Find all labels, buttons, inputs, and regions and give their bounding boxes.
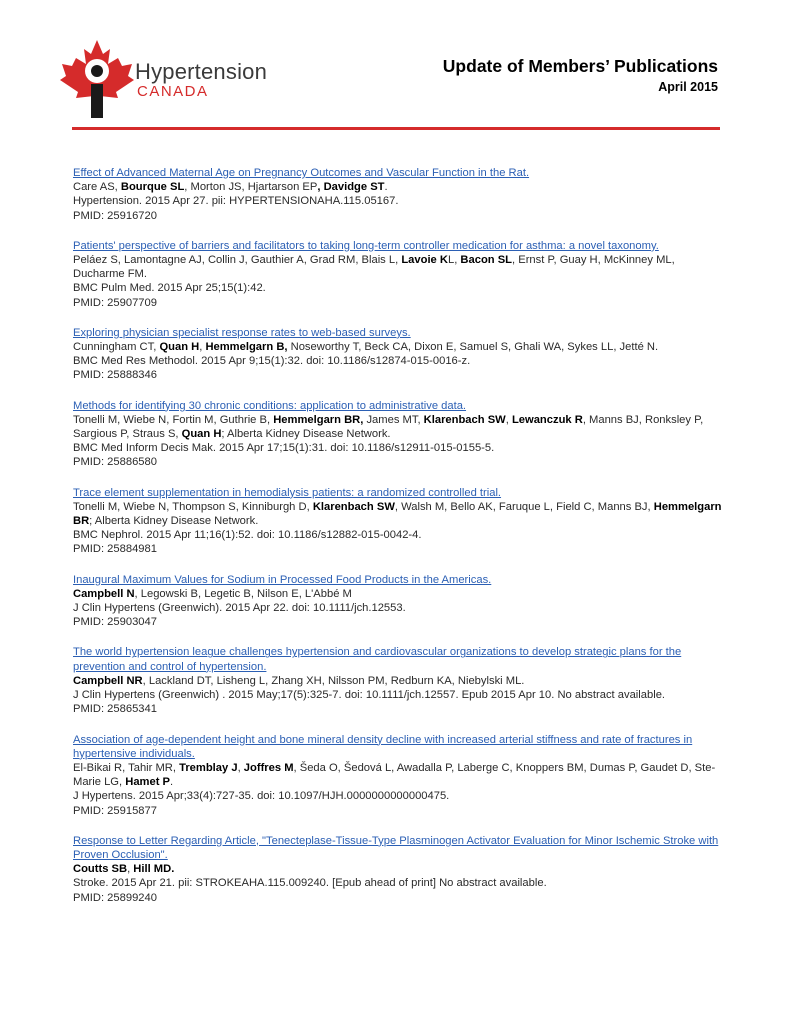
publication-title-link[interactable]: The world hypertension league challenges hypertension and cardiovascular organizations to develop strategic plans for the prevention and control of hypertension. bbox=[73, 646, 682, 673]
author-text: , bbox=[199, 341, 206, 354]
author-text: , Šeda O, Šedová L, Awadalla P, Laberge C, Knoppers BM, Dumas P, Gaudet D, Ste-Marie LG, bbox=[73, 761, 716, 789]
publication-item bbox=[73, 239, 723, 310]
publication-citation: J Clin Hypertens (Greenwich) . 2015 May;17(5):325-7. doi: 10.1111/jch.12557. Epub 2015 Apr 10. No abstract available. bbox=[73, 689, 666, 702]
member-author: Tremblay J bbox=[179, 761, 238, 774]
member-author: Campbell NR bbox=[73, 674, 143, 687]
member-author: , Davidge ST bbox=[317, 181, 385, 194]
author-text: Tonelli M, Wiebe N, Fortin M, Guthrie B, bbox=[73, 413, 274, 426]
publication-authors bbox=[73, 587, 723, 601]
publication-pmid: PMID: 25907709 bbox=[73, 296, 157, 309]
header-divider bbox=[72, 127, 720, 130]
member-author: Hemmelgarn BR, bbox=[273, 413, 364, 426]
author-text: Tonelli M, Wiebe N, Thompson S, Kinniburgh D, bbox=[73, 500, 313, 513]
member-author: Hill MD. bbox=[133, 863, 175, 876]
issue-date: April 2015 bbox=[658, 80, 718, 94]
author-text: , bbox=[237, 761, 244, 774]
member-author: Hemmelgarn B, bbox=[205, 341, 288, 354]
publication-pmid: PMID: 25865341 bbox=[73, 703, 157, 716]
author-text: , Legowski B, Legetic B, Nilson E, L'Abbé M bbox=[134, 587, 352, 600]
publication-citation: BMC Med Res Methodol. 2015 Apr 9;15(1):32. doi: 10.1186/s12874-015-0016-z. bbox=[73, 355, 471, 368]
publication-title-link[interactable]: Association of age-dependent height and bone mineral density decline with increased arterial stiffness and rate of fractures in hypertensive individuals. bbox=[73, 733, 693, 760]
publication-authors bbox=[73, 340, 723, 354]
publication-item bbox=[73, 399, 723, 470]
author-text: . bbox=[384, 181, 388, 194]
author-text: , Manns BJ, Ronksley P, Sargious P, Straus S, bbox=[73, 413, 704, 441]
member-author: Hamet P bbox=[125, 776, 171, 789]
publication-authors bbox=[73, 253, 723, 281]
publication-authors bbox=[73, 180, 723, 194]
member-author: Hemmelgarn BR bbox=[73, 500, 722, 528]
publication-item bbox=[73, 326, 723, 383]
author-text: , bbox=[127, 863, 134, 876]
author-text: ; Alberta Kidney Disease Network. bbox=[89, 515, 259, 528]
maple-leaf-icon bbox=[58, 38, 136, 120]
member-author: Klarenbach SW bbox=[312, 500, 395, 513]
publication-list bbox=[73, 166, 723, 921]
author-text: , Walsh M, Bello AK, Faruque L, Field C, Manns BJ, bbox=[394, 500, 654, 513]
page-title: Update of Members’ Publications bbox=[442, 56, 718, 76]
member-author: Quan H bbox=[181, 428, 222, 441]
author-text: El-Bikai R, Tahir MR, bbox=[73, 761, 180, 774]
document-header bbox=[443, 56, 718, 94]
author-text: James MT, bbox=[363, 413, 424, 426]
hypertension-canada-logo bbox=[58, 38, 288, 120]
author-text: ; Alberta Kidney Disease Network. bbox=[221, 428, 391, 441]
publication-citation: BMC Med Inform Decis Mak. 2015 Apr 17;15(1):31. doi: 10.1186/s12911-015-0155-5. bbox=[73, 442, 495, 455]
member-author: Klarenbach SW bbox=[423, 413, 506, 426]
publication-citation: J Clin Hypertens (Greenwich). 2015 Apr 22. doi: 10.1111/jch.12553. bbox=[73, 602, 406, 615]
publication-citation: BMC Nephrol. 2015 Apr 11;16(1):52. doi: 10.1186/s12882-015-0042-4. bbox=[73, 529, 422, 542]
publication-authors bbox=[73, 761, 723, 789]
publication-pmid: PMID: 25884981 bbox=[73, 543, 157, 556]
publication-authors bbox=[73, 862, 723, 876]
author-text: Care AS, bbox=[73, 181, 121, 194]
publication-pmid: PMID: 25888346 bbox=[73, 369, 157, 382]
author-text: Cunningham CT, bbox=[73, 341, 160, 354]
publication-citation: BMC Pulm Med. 2015 Apr 25;15(1):42. bbox=[73, 282, 266, 295]
publication-citation: Hypertension. 2015 Apr 27. pii: HYPERTENSIONAHA.115.05167. bbox=[73, 195, 399, 208]
publication-item bbox=[73, 166, 723, 223]
publication-title-link[interactable]: Trace element supplementation in hemodialysis patients: a randomized controlled trial. bbox=[73, 486, 502, 499]
publication-item bbox=[73, 573, 723, 630]
logo-name: Hypertension bbox=[135, 59, 268, 84]
member-author: Quan H bbox=[159, 341, 200, 354]
author-text: , bbox=[505, 413, 512, 426]
publication-pmid: PMID: 25915877 bbox=[73, 804, 157, 817]
publication-title-link[interactable]: Effect of Advanced Maternal Age on Pregnancy Outcomes and Vascular Function in the Rat. bbox=[73, 167, 530, 179]
publication-pmid: PMID: 25916720 bbox=[73, 209, 157, 222]
publication-pmid: PMID: 25899240 bbox=[73, 891, 157, 904]
author-text: . bbox=[170, 776, 174, 789]
publication-title-link[interactable]: Exploring physician specialist response rates to web-based surveys. bbox=[73, 326, 411, 339]
member-author: Bourque SL bbox=[120, 181, 185, 194]
publication-pmid: PMID: 25886580 bbox=[73, 456, 157, 469]
member-author: Lewanczuk R bbox=[511, 413, 583, 426]
publication-title-link[interactable]: Methods for identifying 30 chronic conditions: application to administrative data. bbox=[73, 399, 467, 412]
publication-authors bbox=[73, 674, 723, 688]
member-author: Lavoie K bbox=[401, 254, 448, 267]
author-text: , Ernst P, Guay H, McKinney ML, Ducharme FM. bbox=[73, 254, 675, 281]
member-author: Coutts SB bbox=[73, 863, 128, 876]
author-text: Peláez S, Lamontagne AJ, Collin J, Gauthier A, Grad RM, Blais L, bbox=[73, 254, 402, 267]
publication-citation: Stroke. 2015 Apr 21. pii: STROKEAHA.115.009240. [Epub ahead of print] No abstract available. bbox=[73, 877, 547, 890]
publication-authors bbox=[73, 413, 723, 441]
member-author: Campbell N bbox=[73, 587, 135, 600]
publication-title-link[interactable]: Response to Letter Regarding Article, "Tenecteplase-Tissue-Type Plasminogen Activator Evaluation for Minor Ischemic Stroke with Proven Occlusion". bbox=[73, 834, 719, 861]
logo-subtitle: CANADA bbox=[137, 83, 209, 100]
publication-item bbox=[73, 733, 723, 818]
publication-pmid: PMID: 25903047 bbox=[73, 616, 157, 629]
author-text: , Morton JS, Hjartarson EP bbox=[184, 181, 318, 194]
publication-item bbox=[73, 645, 723, 716]
publication-citation: J Hypertens. 2015 Apr;33(4):727-35. doi: 10.1097/HJH.0000000000000475. bbox=[73, 790, 450, 803]
member-author: Bacon SL bbox=[460, 254, 513, 267]
member-author: Joffres M bbox=[243, 761, 294, 774]
publication-title-link[interactable]: Inaugural Maximum Values for Sodium in Processed Food Products in the Americas. bbox=[73, 573, 492, 586]
publication-item bbox=[73, 834, 723, 905]
publication-item bbox=[73, 486, 723, 557]
author-text: L, bbox=[447, 254, 461, 267]
publication-title-link[interactable]: Patients' perspective of barriers and facilitators to taking long-term controller medication for asthma: a novel taxonomy. bbox=[73, 239, 659, 252]
author-text: , Lackland DT, Lisheng L, Zhang XH, Nilsson PM, Redburn KA, Niebylski ML. bbox=[142, 674, 525, 687]
publication-authors bbox=[73, 500, 723, 528]
author-text: Noseworthy T, Beck CA, Dixon E, Samuel S, Ghali WA, Sykes LL, Jetté N. bbox=[287, 341, 659, 354]
